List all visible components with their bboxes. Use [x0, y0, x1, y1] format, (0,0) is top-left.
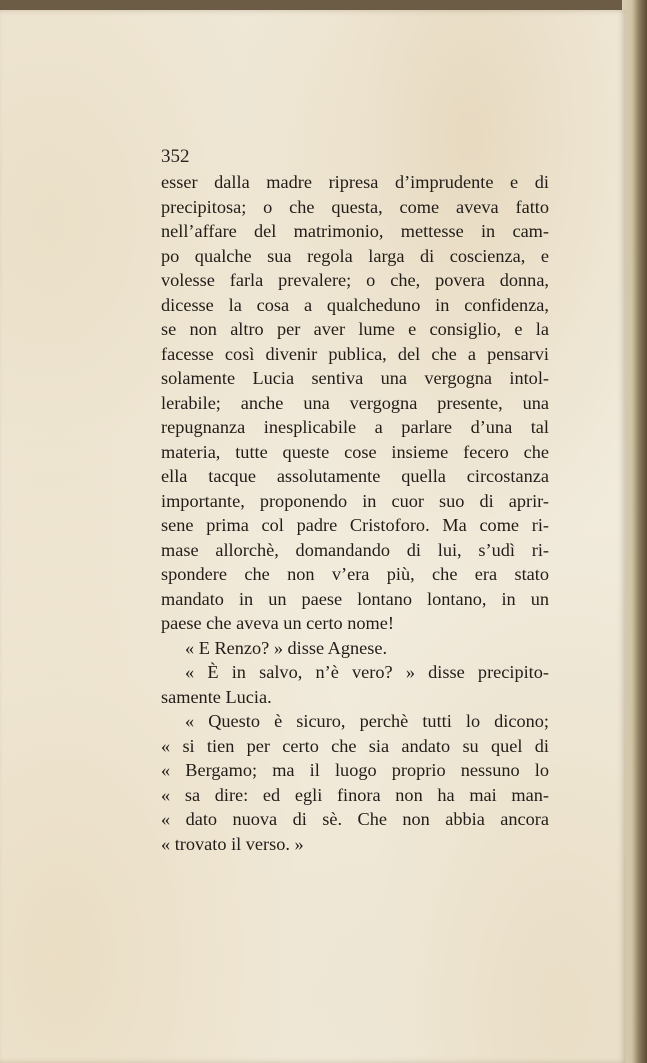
text-line: lerabile; anche una vergogna presente, una [161, 392, 549, 413]
quoted-line: « trovato il verso. » [161, 833, 304, 854]
text-line: ella tacque assolutamente quella circostanza [161, 466, 549, 486]
text-line: dicesse la cosa a qualcheduno in confidenza, [161, 294, 549, 315]
quoted-line: « sa dire: ed egli finora non ha mai man- [161, 784, 549, 805]
text-line: solamente Lucia sentiva una vergogna intol- [161, 368, 549, 388]
text-line: mase allorchè, domandando di lui, s’udì ri- [161, 539, 549, 560]
text-line: materia, tutte queste cose insieme fecero che [161, 441, 549, 462]
text-line: po qualche sua regola larga di coscienza, e [161, 245, 549, 266]
text-line: esser dalla madre ripresa d’imprudente e di [161, 172, 549, 192]
dialogue-line: « È in salvo, n’è vero? » disse precipito- [185, 662, 549, 682]
text-line: spondere che non v’era più, che era stato [161, 564, 549, 584]
text-line: mandato in un paese lontano lontano, in un [161, 588, 549, 609]
book-page [0, 10, 626, 1063]
quoted-line: « dato nuova di sè. Che non abbia ancora [161, 809, 549, 829]
text-line: importante, proponendo in cuor suo di aprir- [161, 490, 549, 511]
text-line: nell’affare del matrimonio, mettesse in cam- [161, 221, 549, 241]
page-number: 352 [161, 146, 190, 167]
text-line: samente Lucia. [161, 686, 272, 707]
text-line: repugnanza inesplicabile a parlare d’una tal [161, 417, 549, 437]
quoted-line: « Bergamo; ma il luogo proprio nessuno lo [161, 760, 549, 780]
text-line: facesse così divenir publica, del che a pensarvi [161, 343, 549, 364]
text-line: volesse farla prevalere; o che, povera donna, [161, 270, 549, 290]
quoted-line: « si tien per certo che sia andato su quel di [161, 735, 549, 756]
text-block [161, 170, 549, 856]
dialogue-line: « E Renzo? » disse Agnese. [185, 637, 388, 658]
text-line: se non altro per aver lume e consiglio, e la [161, 319, 549, 339]
text-line: sene prima col padre Cristoforo. Ma come ri- [161, 515, 549, 535]
text-line: precipitosa; o che questa, come aveva fatto [161, 196, 549, 217]
text-line: paese che aveva un certo nome! [161, 613, 394, 633]
dialogue-line: « Questo è sicuro, perchè tutti lo dicono; [185, 711, 549, 731]
